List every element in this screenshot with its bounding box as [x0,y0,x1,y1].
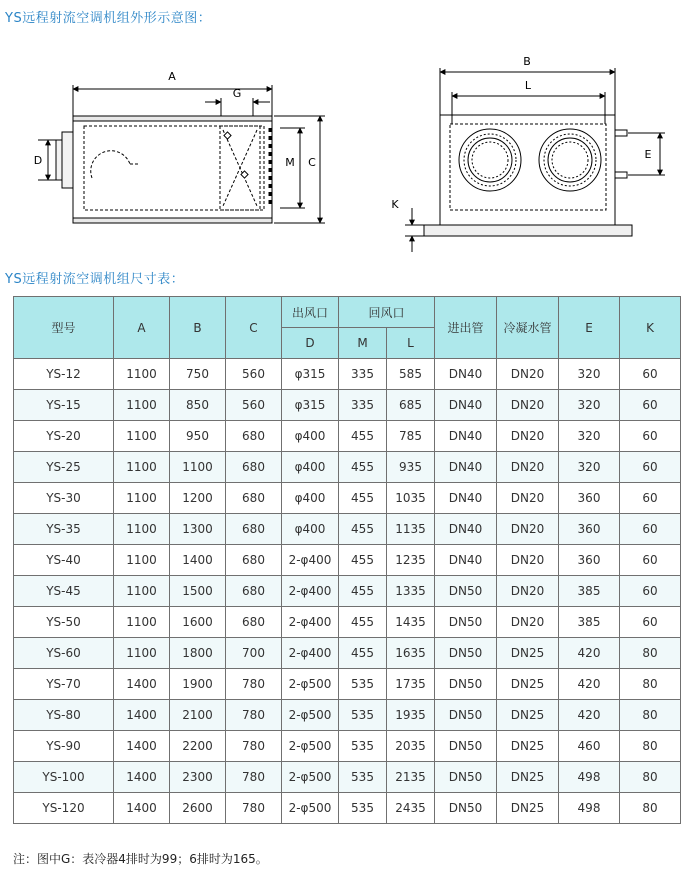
dim-A [73,85,272,116]
table-cell: 80 [620,793,681,824]
table-cell: 320 [559,452,620,483]
table-cell: 2300 [170,762,226,793]
table-cell: 1100 [114,576,170,607]
table-cell: 780 [226,793,282,824]
table-cell: 320 [559,390,620,421]
table-cell: 1235 [387,545,435,576]
table-cell: DN25 [497,793,559,824]
table-cell: YS-20 [14,421,114,452]
table-cell: 535 [339,731,387,762]
table-cell: 1100 [114,421,170,452]
table-cell: 1100 [114,545,170,576]
table-cell: DN50 [435,700,497,731]
table-cell: 80 [620,638,681,669]
side-view [56,116,272,223]
table-cell: DN25 [497,638,559,669]
table-cell: 1100 [114,638,170,669]
table-cell: 1435 [387,607,435,638]
table-row [14,359,681,390]
table-cell: 1635 [387,638,435,669]
table-cell: 780 [226,762,282,793]
table-cell: 1100 [114,452,170,483]
dim-label-G: G [232,87,242,100]
table-cell: 680 [226,452,282,483]
table-cell: 780 [226,731,282,762]
table-cell: DN20 [497,390,559,421]
table-cell: 2-φ400 [282,545,339,576]
table-cell: YS-80 [14,700,114,731]
table-cell: 2600 [170,793,226,824]
table-cell: YS-45 [14,576,114,607]
dimension-table [13,296,681,824]
header-condensate: 冷凝水管 [497,297,559,359]
table-cell: 498 [559,762,620,793]
table-cell: YS-25 [14,452,114,483]
table-cell: DN40 [435,545,497,576]
table-cell: DN40 [435,483,497,514]
table-cell: 420 [559,700,620,731]
table-cell: 320 [559,359,620,390]
table-cell: 60 [620,514,681,545]
table-cell: 80 [620,669,681,700]
table-cell: DN20 [497,421,559,452]
table-cell: DN50 [435,731,497,762]
table-cell: 1735 [387,669,435,700]
table-cell: DN40 [435,390,497,421]
table-cell: DN40 [435,514,497,545]
table-cell: 455 [339,483,387,514]
table-cell: DN40 [435,421,497,452]
table-cell: 785 [387,421,435,452]
table-cell: DN20 [497,514,559,545]
table-cell: YS-15 [14,390,114,421]
table-cell: 680 [226,483,282,514]
table-cell: DN20 [497,483,559,514]
table-cell: YS-100 [14,762,114,793]
table-cell: 535 [339,669,387,700]
table-cell: 80 [620,762,681,793]
dim-label-C: C [308,156,316,169]
table-cell: 1900 [170,669,226,700]
dim-label-D: D [33,154,43,167]
table-cell: YS-120 [14,793,114,824]
table-cell: 1400 [114,669,170,700]
table-cell: 420 [559,638,620,669]
table-cell: YS-40 [14,545,114,576]
table-cell: 1100 [114,359,170,390]
table-cell: 2100 [170,700,226,731]
table-cell: DN20 [497,359,559,390]
table-cell: 80 [620,700,681,731]
table-cell: 1035 [387,483,435,514]
table-title: YS远程射流空调机组尺寸表： [5,272,185,287]
table-cell: DN50 [435,576,497,607]
dim-label-B: B [523,55,531,68]
table-cell: DN25 [497,700,559,731]
table-cell: YS-60 [14,638,114,669]
table-cell: DN25 [497,669,559,700]
table-cell: φ400 [282,452,339,483]
table-row [14,762,681,793]
table-cell: 1800 [170,638,226,669]
table-cell: φ400 [282,483,339,514]
table-cell: YS-70 [14,669,114,700]
table-cell: 80 [620,731,681,762]
table-row [14,638,681,669]
table-cell: 455 [339,638,387,669]
table-cell: 535 [339,700,387,731]
table-row [14,793,681,824]
table-cell: φ315 [282,390,339,421]
header-C: C [226,297,282,359]
table-cell: DN50 [435,793,497,824]
table-cell: 455 [339,545,387,576]
diagram-title: YS远程射流空调机组外形示意图： [5,11,212,26]
table-row [14,390,681,421]
table-row [14,576,681,607]
header-M: M [339,328,387,359]
table-cell: 385 [559,576,620,607]
table-cell: 60 [620,359,681,390]
table-cell: 1100 [170,452,226,483]
table-cell: 1100 [114,483,170,514]
table-cell: 535 [339,762,387,793]
table-cell: 1400 [114,762,170,793]
table-cell: 60 [620,576,681,607]
table-cell: 455 [339,452,387,483]
table-cell: 1135 [387,514,435,545]
table-row [14,452,681,483]
dim-K [405,208,424,252]
table-cell: 360 [559,483,620,514]
table-cell: 1500 [170,576,226,607]
table-cell: 2-φ500 [282,793,339,824]
table-row [14,514,681,545]
table-cell: 455 [339,607,387,638]
table-cell: 2435 [387,793,435,824]
table-cell: DN50 [435,638,497,669]
table-cell: 680 [226,421,282,452]
table-cell: 2-φ400 [282,576,339,607]
table-cell: 680 [226,514,282,545]
table-cell: 360 [559,514,620,545]
table-cell: YS-12 [14,359,114,390]
table-cell: DN50 [435,762,497,793]
table-cell: YS-30 [14,483,114,514]
table-cell: 2135 [387,762,435,793]
table-cell: 2-φ500 [282,700,339,731]
table-row [14,607,681,638]
header-B: B [170,297,226,359]
table-cell: 455 [339,421,387,452]
header-model: 型号 [14,297,114,359]
table-cell: 1100 [114,390,170,421]
table-cell: YS-35 [14,514,114,545]
table-cell: 1100 [114,607,170,638]
dim-label-A: A [168,70,176,83]
table-row [14,483,681,514]
table-cell: DN20 [497,576,559,607]
dim-label-M: M [285,156,295,169]
table-cell: 1935 [387,700,435,731]
header-pipe-in-out: 进出管 [435,297,497,359]
table-cell: 60 [620,452,681,483]
table-cell: 850 [170,390,226,421]
table-row [14,545,681,576]
table-cell: DN20 [497,452,559,483]
table-row [14,669,681,700]
table-cell: 1400 [114,700,170,731]
table-cell: YS-50 [14,607,114,638]
dim-G [205,98,270,116]
table-cell: 60 [620,421,681,452]
table-cell: 2-φ500 [282,669,339,700]
table-cell: φ400 [282,514,339,545]
header-A: A [114,297,170,359]
table-cell: 60 [620,390,681,421]
table-cell: 2-φ500 [282,762,339,793]
table-cell: 535 [339,793,387,824]
table-cell: DN40 [435,359,497,390]
table-cell: 2-φ400 [282,638,339,669]
table-cell: 1335 [387,576,435,607]
table-cell: DN50 [435,607,497,638]
table-cell: 1600 [170,607,226,638]
table-cell: 1400 [170,545,226,576]
table-cell: YS-90 [14,731,114,762]
table-cell: DN40 [435,452,497,483]
table-cell: 60 [620,483,681,514]
table-cell: 935 [387,452,435,483]
table-cell: DN25 [497,731,559,762]
table-cell: 1300 [170,514,226,545]
table-cell: 700 [226,638,282,669]
table-cell: 680 [226,576,282,607]
table-cell: 498 [559,793,620,824]
table-cell: 335 [339,390,387,421]
table-cell: 2035 [387,731,435,762]
table-cell: 360 [559,545,620,576]
table-cell: 560 [226,390,282,421]
table-cell: DN25 [497,762,559,793]
table-cell: 455 [339,514,387,545]
header-L: L [387,328,435,359]
table-cell: 335 [339,359,387,390]
table-row [14,731,681,762]
dim-label-K: K [391,198,399,211]
table-cell: 780 [226,700,282,731]
header-D: D [282,328,339,359]
table-cell: 2-φ500 [282,731,339,762]
table-cell: φ315 [282,359,339,390]
dim-label-L: L [524,79,532,92]
footnote: 注：图中G：表冷器4排时为99；6排时为165。 [13,852,268,866]
table-cell: 320 [559,421,620,452]
unit-outline-diagram [0,30,700,255]
table-cell: 60 [620,545,681,576]
table-cell: 420 [559,669,620,700]
dim-label-E: E [644,148,652,161]
table-cell: 2200 [170,731,226,762]
header-return: 回风口 [339,297,435,328]
table-cell: 460 [559,731,620,762]
table-cell: 1200 [170,483,226,514]
table-cell: 385 [559,607,620,638]
table-cell: φ400 [282,421,339,452]
table-cell: 2-φ400 [282,607,339,638]
header-E: E [559,297,620,359]
table-cell: DN20 [497,545,559,576]
table-cell: 680 [226,607,282,638]
table-cell: 455 [339,576,387,607]
header-outlet: 出风口 [282,297,339,328]
table-cell: 1400 [114,793,170,824]
table-cell: 585 [387,359,435,390]
table-cell: 1100 [114,514,170,545]
table-cell: 950 [170,421,226,452]
table-cell: DN50 [435,669,497,700]
table-cell: 60 [620,607,681,638]
table-cell: 685 [387,390,435,421]
table-cell: 1400 [114,731,170,762]
table-row [14,700,681,731]
table-cell: 560 [226,359,282,390]
table-cell: 780 [226,669,282,700]
table-cell: 680 [226,545,282,576]
table-row [14,421,681,452]
header-K: K [620,297,681,359]
table-cell: 750 [170,359,226,390]
table-cell: DN20 [497,607,559,638]
front-view [424,115,632,236]
